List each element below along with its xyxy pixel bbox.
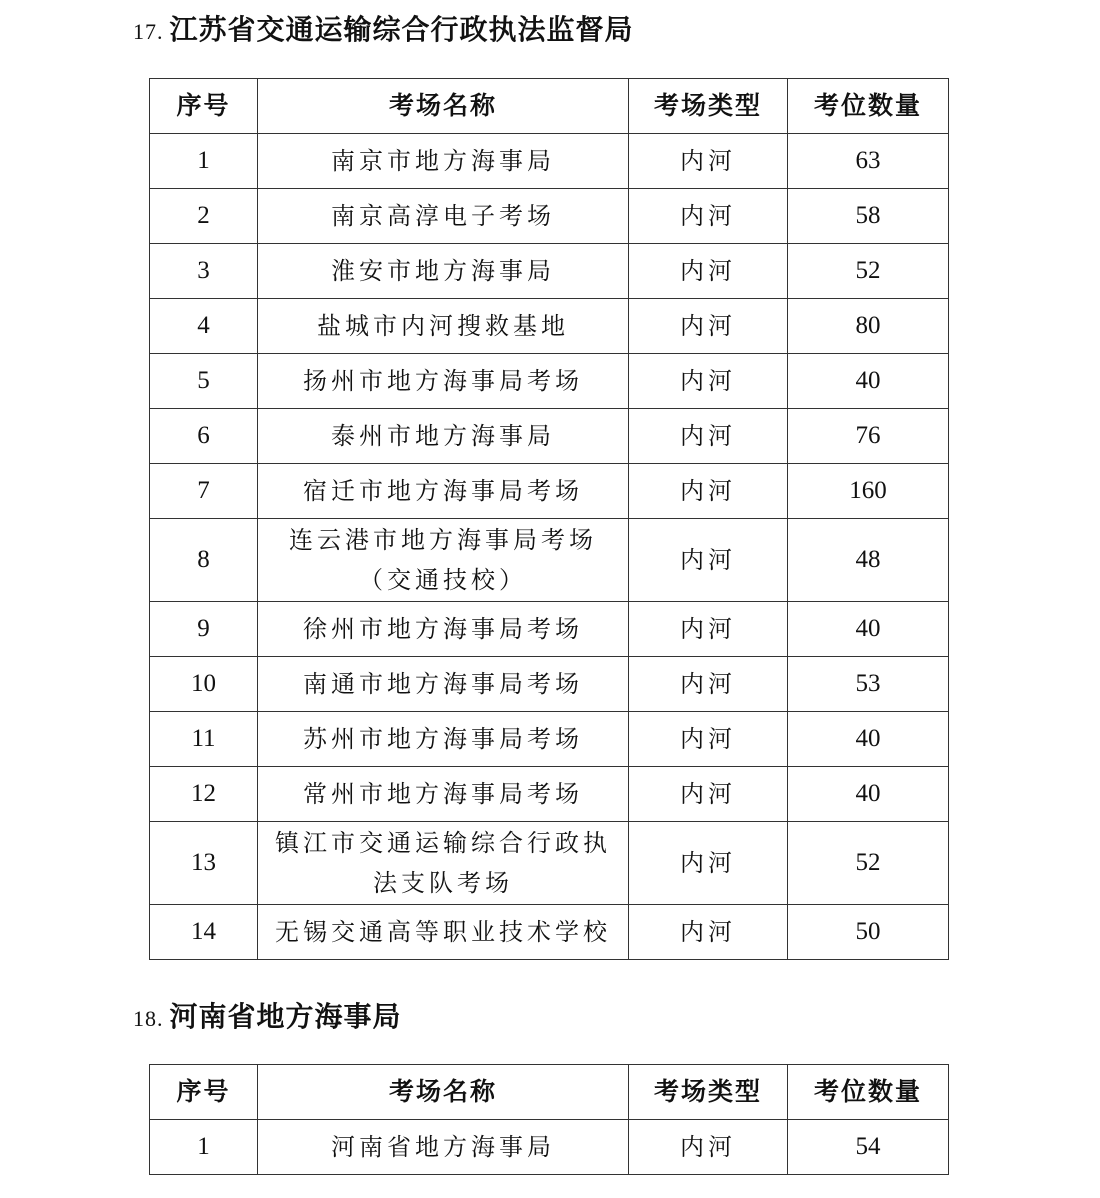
row-no: 5 [150,354,258,409]
row-no: 10 [150,657,258,712]
header-no: 序号 [150,79,258,134]
row-no: 3 [150,244,258,299]
row-type: 内河 [629,464,788,519]
row-seats: 50 [788,905,949,960]
section-title-text: 河南省地方海事局 [169,1000,402,1033]
row-no: 7 [150,464,258,519]
row-name: 苏州市地方海事局考场 [258,712,629,767]
header-seats: 考位数量 [788,79,949,134]
table-row [150,657,949,712]
row-type: 内河 [629,767,788,822]
row-type: 内河 [629,134,788,189]
row-type: 内河 [629,354,788,409]
row-name: 盐城市内河搜救基地 [258,299,629,354]
exam-site-table [149,1064,949,1175]
table-row [150,1120,949,1175]
row-seats: 80 [788,299,949,354]
row-type: 内河 [629,822,788,905]
row-name: 宿迁市地方海事局考场 [258,464,629,519]
row-name-line: 连云港市地方海事局考场 [289,526,597,554]
section-number: 17. [133,19,164,44]
row-name: 徐州市地方海事局考场 [258,602,629,657]
row-name: 无锡交通高等职业技术学校 [258,905,629,960]
header-seats: 考位数量 [788,1065,949,1120]
row-name-line: （交通技校） [359,566,527,594]
row-no: 12 [150,767,258,822]
header-name: 考场名称 [258,79,629,134]
row-type: 内河 [629,244,788,299]
row-no: 13 [150,822,258,905]
header-type: 考场类型 [629,79,788,134]
row-no: 2 [150,189,258,244]
exam-site-table [149,78,949,960]
table-row [150,822,949,905]
table-header-row [150,1065,949,1120]
row-seats: 63 [788,134,949,189]
row-no: 4 [150,299,258,354]
table-row [150,244,949,299]
row-seats: 40 [788,602,949,657]
row-name: 南京高淳电子考场 [258,189,629,244]
row-seats: 40 [788,712,949,767]
table-row [150,189,949,244]
section-title [133,8,634,48]
header-no: 序号 [150,1065,258,1120]
row-seats: 53 [788,657,949,712]
row-name: 南京市地方海事局 [258,134,629,189]
row-type: 内河 [629,409,788,464]
row-no: 6 [150,409,258,464]
row-seats: 52 [788,244,949,299]
row-seats: 54 [788,1120,949,1175]
row-name-line: 法支队考场 [373,869,513,897]
row-name [258,519,629,602]
row-seats: 52 [788,822,949,905]
row-seats: 160 [788,464,949,519]
table-row [150,519,949,602]
table-row [150,299,949,354]
row-seats: 40 [788,354,949,409]
section-number: 18. [133,1006,164,1031]
row-type: 内河 [629,519,788,602]
row-name: 河南省地方海事局 [258,1120,629,1175]
row-type: 内河 [629,602,788,657]
row-name: 常州市地方海事局考场 [258,767,629,822]
header-name: 考场名称 [258,1065,629,1120]
row-seats: 40 [788,767,949,822]
row-type: 内河 [629,712,788,767]
row-type: 内河 [629,1120,788,1175]
section-title-text: 江苏省交通运输综合行政执法监督局 [169,13,634,46]
row-no: 11 [150,712,258,767]
row-no: 14 [150,905,258,960]
table-row [150,602,949,657]
row-name: 扬州市地方海事局考场 [258,354,629,409]
row-name [258,822,629,905]
row-type: 内河 [629,905,788,960]
row-name: 淮安市地方海事局 [258,244,629,299]
row-name: 南通市地方海事局考场 [258,657,629,712]
row-type: 内河 [629,189,788,244]
row-type: 内河 [629,299,788,354]
header-type: 考场类型 [629,1065,788,1120]
row-type: 内河 [629,657,788,712]
row-seats: 58 [788,189,949,244]
row-no: 1 [150,134,258,189]
table-row [150,409,949,464]
table-row [150,464,949,519]
table-row [150,134,949,189]
row-name: 泰州市地方海事局 [258,409,629,464]
table-header-row [150,79,949,134]
row-no: 9 [150,602,258,657]
row-name-line: 镇江市交通运输综合行政执 [275,829,611,857]
row-seats: 48 [788,519,949,602]
table-row [150,354,949,409]
row-seats: 76 [788,409,949,464]
table-row [150,712,949,767]
table-row [150,767,949,822]
table-row [150,905,949,960]
section-title [133,995,402,1035]
row-no: 8 [150,519,258,602]
row-no: 1 [150,1120,258,1175]
